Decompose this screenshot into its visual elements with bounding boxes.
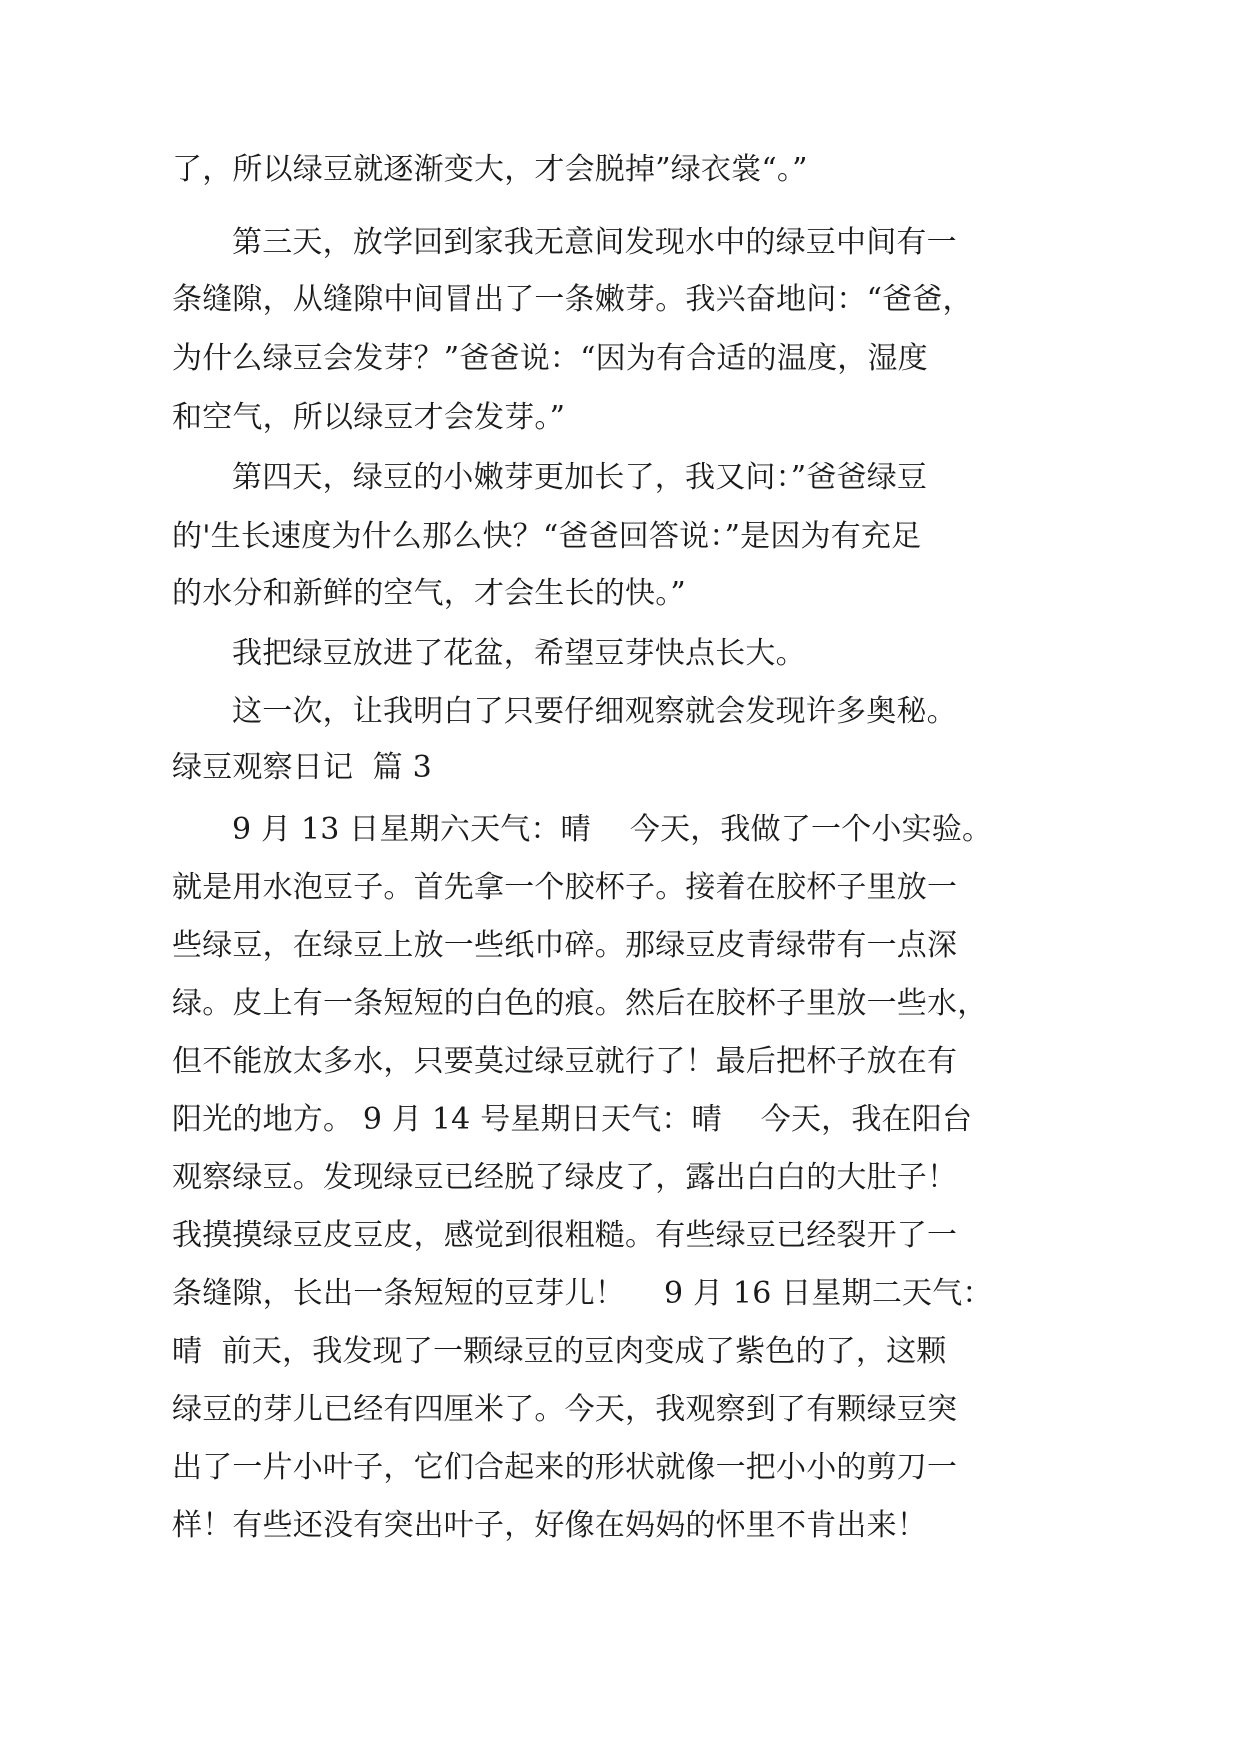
paragraph-line: 第四天，绿豆的小嫩芽更加长了，我又问：”爸爸绿豆 bbox=[232, 460, 928, 495]
diary-line: 样！有些还没有突出叶子，好像在妈妈的怀里不肯出来！ bbox=[172, 1508, 927, 1543]
diary-line: 晴 前天，我发现了一颗绿豆的豆肉变成了紫色的了，这颗 bbox=[172, 1334, 947, 1369]
diary-line: 但不能放太多水，只要莫过绿豆就行了！最后把杯子放在有 bbox=[172, 1044, 958, 1079]
paragraph-line: 这一次，让我明白了只要仔细观察就会发现许多奥秘。 bbox=[232, 694, 957, 729]
diary-line: 出了一片小叶子，它们合起来的形状就像一把小小的剪刀一 bbox=[172, 1450, 958, 1485]
paragraph-line: 的水分和新鲜的空气，才会生长的快。” bbox=[172, 576, 686, 611]
diary-line: 些绿豆，在绿豆上放一些纸巾碎。那绿豆皮青绿带有一点深 bbox=[172, 928, 958, 963]
diary-line: 条缝隙，长出一条短短的豆芽儿！ 9 月 16 日星期二天气： bbox=[172, 1276, 993, 1311]
diary-line: 9 月 13 日星期六天气：晴 今天，我做了一个小实验。 bbox=[232, 812, 993, 847]
diary-line: 绿豆的芽儿已经有四厘米了。今天，我观察到了有颗绿豆突 bbox=[172, 1392, 958, 1427]
paragraph-line: 的'生长速度为什么那么快？“爸爸回答说：”是因为有充足 bbox=[172, 519, 922, 554]
paragraph-line: 为什么绿豆会发芽？”爸爸说：“因为有合适的温度，湿度 bbox=[172, 341, 928, 376]
diary-line: 观察绿豆。发现绿豆已经脱了绿皮了，露出白白的大肚子！ bbox=[172, 1160, 958, 1195]
section-heading: 绿豆观察日记 篇 3 bbox=[172, 750, 432, 785]
diary-line: 绿。皮上有一条短短的白色的痕。然后在胶杯子里放一些水， bbox=[172, 986, 988, 1021]
paragraph-line: 条缝隙，从缝隙中间冒出了一条嫩芽。我兴奋地问：“爸爸， bbox=[172, 282, 973, 317]
diary-line: 就是用水泡豆子。首先拿一个胶杯子。接着在胶杯子里放一 bbox=[172, 870, 958, 905]
diary-line: 我摸摸绿豆皮豆皮，感觉到很粗糙。有些绿豆已经裂开了一 bbox=[172, 1218, 958, 1253]
paragraph-line: 了，所以绿豆就逐渐变大，才会脱掉”绿衣裳“。” bbox=[172, 152, 808, 187]
paragraph-line: 我把绿豆放进了花盆，希望豆芽快点长大。 bbox=[232, 636, 806, 671]
diary-line: 阳光的地方。 9 月 14 号星期日天气：晴 今天，我在阳台 bbox=[172, 1102, 973, 1137]
paragraph-line: 和空气，所以绿豆才会发芽。” bbox=[172, 400, 566, 435]
paragraph-line: 第三天，放学回到家我无意间发现水中的绿豆中间有一 bbox=[232, 225, 957, 260]
